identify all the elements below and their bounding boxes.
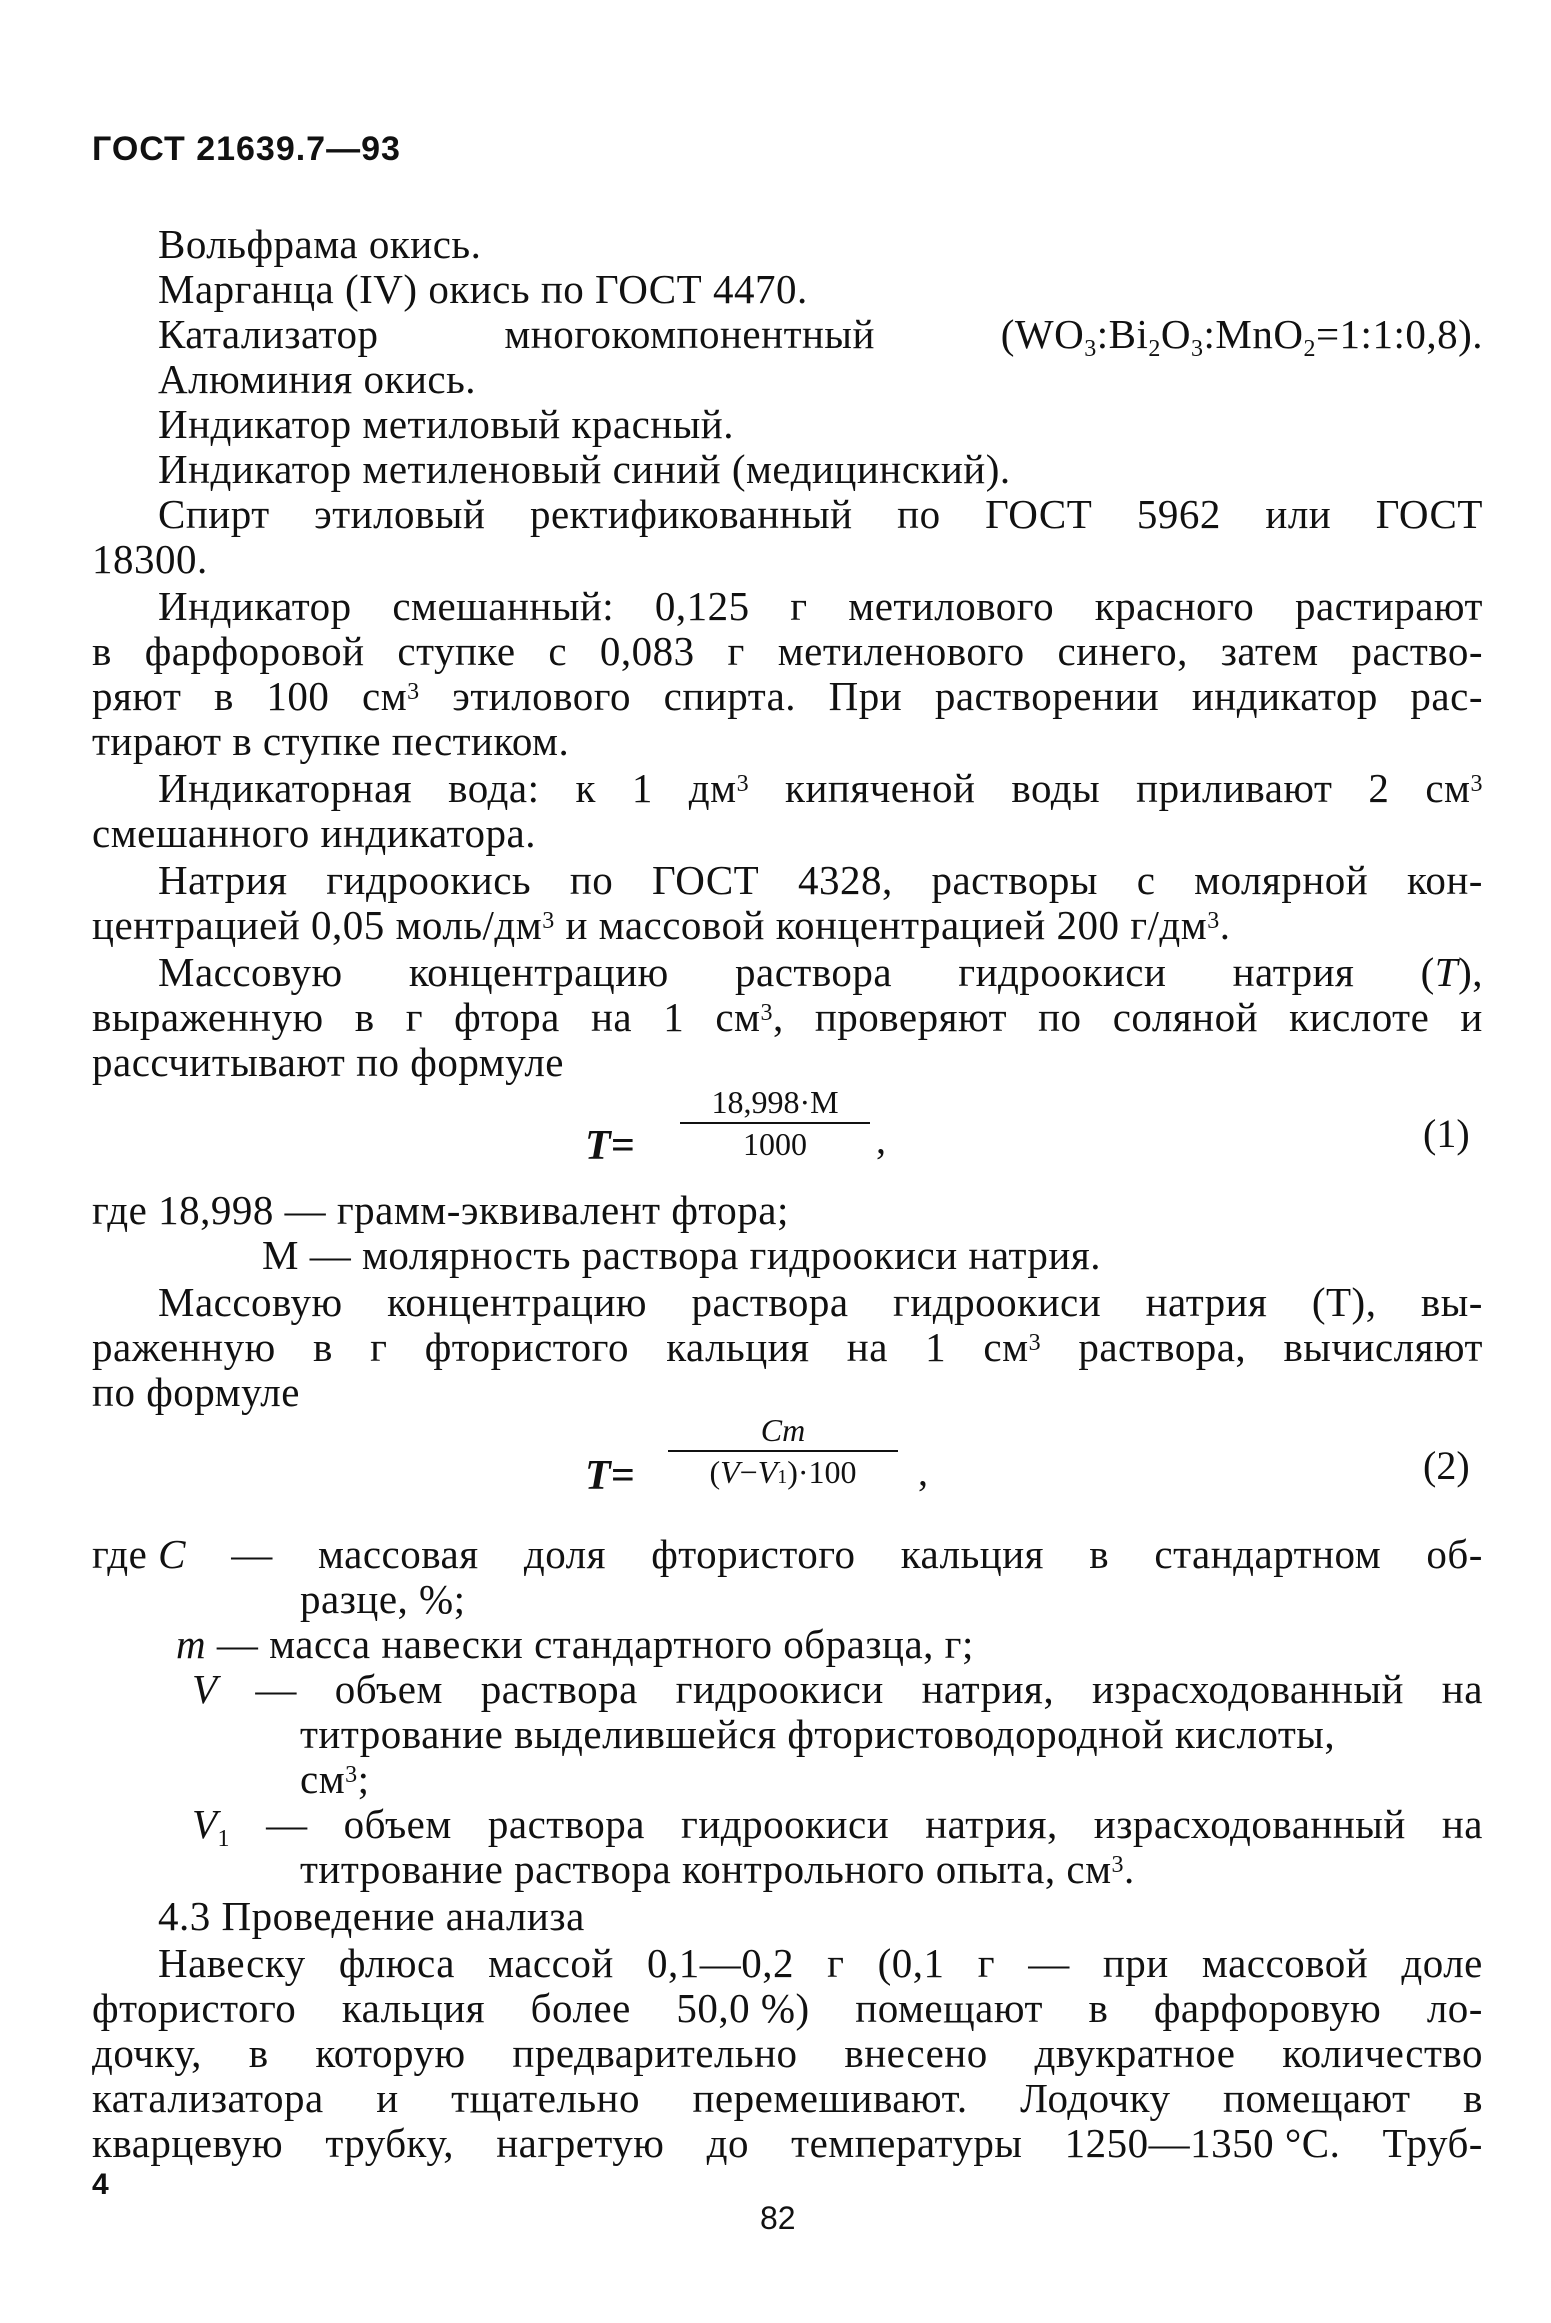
text-line: V1 — объем раствора гидроокиси натрия, израсходованный на — [192, 1801, 1483, 1852]
formula-2-number: (2) — [1423, 1443, 1470, 1488]
text-line: Индикаторная вода: к 1 $дм^3$ кипяченой воды приливают 2 $см^3$ — [158, 765, 1483, 811]
text-line: 18300. — [92, 536, 208, 582]
text-line: Индикатор метиленовый синий (медицинский). — [158, 446, 1011, 492]
text-line: Индикатор метиловый красный. — [158, 401, 734, 447]
text-line: V — объем раствора гидроокиси натрия, израсходованный на — [192, 1666, 1483, 1712]
text-line: Натрия гидроокись по ГОСТ 4328, растворы с молярной кон- — [158, 857, 1483, 903]
formula-1-number: (1) — [1423, 1111, 1470, 1156]
formula-1-comma: , — [876, 1117, 886, 1162]
text-line: выраженную в г фтора на 1 $см^3$, проверяют по соляной кислоте и — [92, 994, 1483, 1040]
text-line: рассчитывают по формуле — [92, 1039, 565, 1085]
text-line: Массовую концентрацию раствора гидроокиси натрия (T), вы- — [158, 1279, 1483, 1325]
text-line: Навеску флюса массой 0,1—0,2 г (0,1 г — при массовой доле — [158, 1940, 1483, 1986]
text-line: фтористого кальция более 50,0 %) помещают в фарфоровую ло- — [92, 1985, 1483, 2031]
formula-1-denominator: 1000 — [743, 1126, 807, 1162]
text-line: Вольфрама окись. — [158, 221, 482, 267]
text-line: $см^3$; — [300, 1756, 370, 1802]
text-line: центрацией 0,05 моль/$дм^3$ и массовой концентрацией 200 $г/дм^3$. — [92, 902, 1231, 948]
formula-1-lhs: T= — [585, 1123, 635, 1169]
text-line: ряют в 100 $см^3$ этилового спирта. При растворении индикатор рас- — [92, 673, 1483, 719]
formula-2-fraction — [668, 1410, 898, 1497]
text-line: Индикатор смешанный: 0,125 г метилового красного растирают — [158, 583, 1483, 629]
formula-2-denominator: (V−V1)·100 — [709, 1454, 857, 1490]
text-line: дочку, в которую предварительно внесено двукратное количество — [92, 2030, 1483, 2076]
text-line: разце, %; — [300, 1576, 466, 1622]
text-line: раженную в г фтористого кальция на 1 $см^3$ раствора, вычисляют — [92, 1324, 1483, 1370]
formula-2 — [585, 1452, 635, 1500]
document-header: ГОСТ 21639.7—93 — [92, 130, 401, 168]
formula-2-comma: , — [918, 1449, 928, 1494]
formula-1-fraction — [680, 1082, 870, 1164]
text-line: титрование выделившейся фтористоводородной кислоты, — [300, 1711, 1336, 1757]
text-line: Массовую концентрацию раствора гидроокиси натрия (T), — [158, 949, 1483, 995]
text-line: M — молярность раствора гидроокиси натрия. — [262, 1232, 1101, 1278]
footer-left-number: 4 — [92, 2168, 109, 2201]
text-line: Марганца (IV) окись по ГОСТ 4470. — [158, 266, 808, 312]
text-line: m — масса навески стандартного образца, г; — [176, 1621, 974, 1667]
formula-2-numerator: Cm — [760, 1412, 806, 1448]
page-number: 82 — [760, 2200, 796, 2236]
text-line: Спирт этиловый ректификованный по ГОСТ 5962 или ГОСТ — [158, 491, 1483, 537]
text-line: тирают в ступке пестиком. — [92, 718, 570, 764]
text-line: титрование раствора контрольного опыта, $см^3$. — [300, 1846, 1135, 1892]
text-line: кварцевую трубку, нагретую до температуры 1250—1350 °C. Труб- — [92, 2120, 1483, 2166]
text-line: смешанного индикатора. — [92, 810, 536, 856]
formula-2-lhs: T= — [585, 1453, 635, 1499]
section-heading: 4.3 Проведение анализа — [158, 1893, 585, 1939]
text-line: по формуле — [92, 1369, 300, 1415]
text-line: Алюминия окись. — [158, 356, 477, 402]
formula-1 — [585, 1122, 635, 1170]
text-line: катализатора и тщательно перемешивают. Лодочку помещают в — [92, 2075, 1483, 2121]
formula-1-numerator: 18,998·M — [711, 1084, 839, 1120]
text-line: в фарфоровой ступке с 0,083 г метиленового синего, затем раство- — [92, 628, 1483, 674]
text-line: где 18,998 — грамм-эквивалент фтора; — [92, 1187, 789, 1233]
text-line: Катализатор многокомпонентный (WO3:Bi2O3:MnO2=1:1:0,8). — [158, 311, 1483, 362]
text-line: где C — массовая доля фтористого кальция в стандартном об- — [92, 1531, 1483, 1577]
